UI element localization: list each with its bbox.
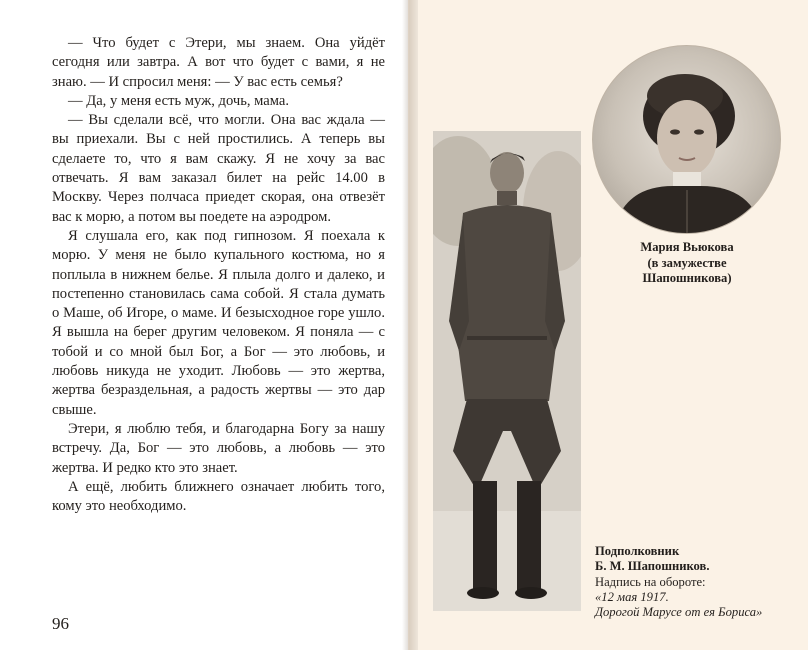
paragraph: А ещё, любить ближнего означает любить того, кому это необходимо. [52,478,385,515]
caption-name: Мария Вьюкова [640,240,734,254]
officer-caption [595,544,800,620]
woman-portrait-illustration [593,46,780,233]
paragraph: Этери, я люблю тебя, и благодарна Богу за нашу встречу. Да, Бог — это любовь, а любовь — это жертва. И редко кто это знает. [52,420,385,476]
paragraph: — Что будет с Этери, мы знаем. Она уйдёт сегодня или завтра. А вот что будет с вами, я не знаю. — И спросил меня: — У вас есть семья? [52,35,385,90]
officer-figure-illustration [433,131,581,611]
caption-note: Шапошникова) [642,271,732,285]
officer-photo [433,131,581,611]
caption-inscription: Дорогой Марусе от ея Бориса» [595,605,763,620]
caption-rank: Подполковник [595,544,680,558]
paragraph: — Да, у меня есть муж, дочь, мама. [68,92,290,109]
paragraph: Я слушала его, как под гипнозом. Я поехала к морю. У меня не было купального костюма, но я поплыла в нижнем белье. Я плыла долго и далеко, и постепенно становилась сама собой. Я стала думать о Маше, об Игоре, о маме. И безысходное горе ушло. Я вышла на берег другим человеком. Я поняла — с тобой и со мной был Бог, а Бог — это любовь, и любовь никуда не уходит. Любовь — это жертва, жертва безраздельная, а радость жертвы — это дар свыше. [52,227,385,418]
maria-portrait [592,45,781,234]
caption-inscription: «12 мая 1917. [595,589,669,604]
portrait-caption [612,240,762,287]
paragraph: — Вы сделали всё, что могли. Она вас ждала — вы приехали. Вы с ней простились. А теперь вы сделаете то, что я вам скажу. Я не хочу за вас отвечать. Я вам заказал билет на рейс 14.00 в Москву. Через полчаса приедет скорая, она отвезёт вас к морю, а потом вы поедете на аэродром. [52,112,385,225]
page-number: 96 [52,614,69,633]
body-text [52,34,385,516]
caption-note: (в замужестве [647,255,727,270]
caption-note: Надпись на обороте: [595,574,706,589]
caption-name: Б. М. Шапошников. [595,559,710,574]
